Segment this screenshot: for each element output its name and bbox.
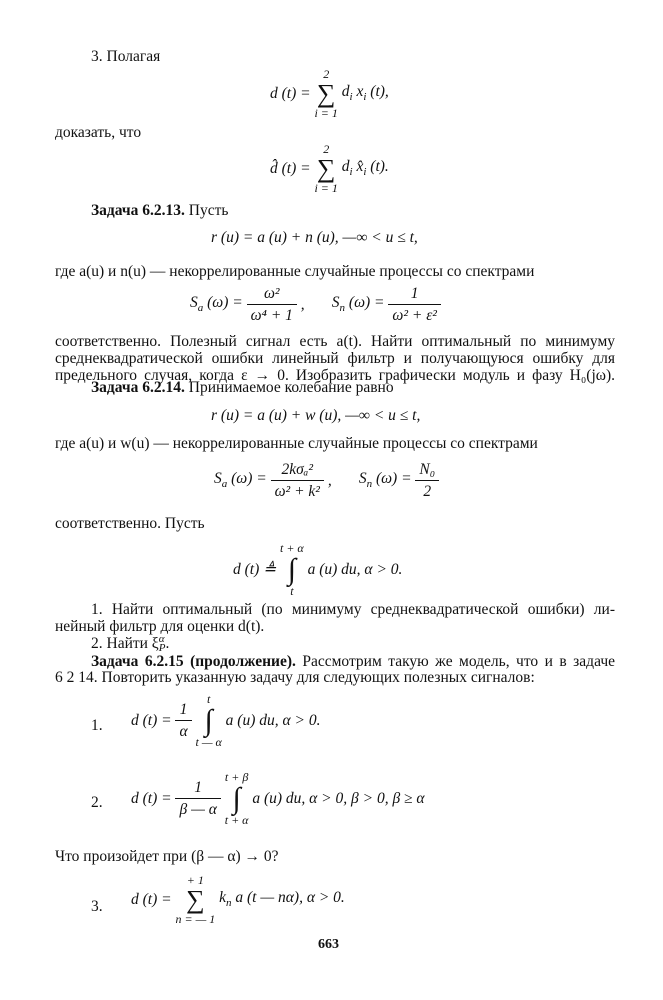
frac-num: 1: [175, 778, 220, 799]
integral-symbol: ∫: [232, 781, 241, 815]
eq-2-number: 2.: [91, 794, 103, 811]
sum-lower: i = 1: [314, 105, 338, 120]
integral-upper: t + β: [224, 770, 249, 784]
paragraph-1-line-2: среднеквадратической ошибки линейный фильтр и получающуюся ошибку для: [55, 350, 615, 367]
equation-dhat-sum: d̂ (t) = 2 ∑ i = 1 $d_i$ $x̂_i$ (t).: [270, 142, 389, 195]
problem-6-2-13: [91, 201, 228, 220]
eq-lhs: d (t) =: [270, 84, 311, 102]
eq-tail: (t),: [370, 83, 389, 101]
s-symbol: S: [214, 470, 222, 488]
equation-3: [131, 874, 345, 925]
integral-body: a (u) du, α > 0.: [225, 711, 321, 729]
s-subscript: n: [339, 302, 346, 315]
k-symbol: k: [219, 889, 227, 907]
integral-body: a (u) du, α > 0, β > 0, β ≥ α: [252, 789, 425, 807]
xi-subscript: P: [158, 642, 166, 655]
s-symbol: S: [331, 294, 340, 312]
equation-2: [131, 771, 425, 826]
d-symbol: d: [341, 158, 350, 176]
integral-lower: t: [290, 583, 294, 598]
k-subscript: n: [226, 897, 232, 910]
s-subscript: a: [197, 302, 204, 315]
integral-lower: t + α: [224, 812, 249, 827]
problem-label: Задача 6.2.14.: [91, 379, 185, 396]
spectrum-equations-1: $S_a$ (ω) = $\frac{\text{ω²}}{\text{ω⁴ + 1}}$ , $S_n$ (ω) = $\frac{1}{\text{ω² + ε²}}$: [190, 284, 441, 326]
eq-lhs: d (t) =: [131, 789, 172, 807]
where-line-1: где a(u) и n(u) — некоррелированные случайные процессы со спектрами: [55, 263, 535, 280]
respectively-let: соответственно. Пусть: [55, 515, 205, 532]
d-symbol: d: [341, 83, 350, 101]
s-subscript: n: [366, 478, 373, 491]
eq-lhs: d (t) =: [131, 711, 172, 729]
fraction-sa: [247, 284, 297, 326]
problem-label: Задача 6.2.13.: [91, 202, 185, 219]
xi-superscript: α: [158, 632, 165, 645]
s-arg: (ω) =: [372, 470, 412, 488]
item-1-line-1: 1. Найти оптимальный (по минимуму среднеквадратической ошибки) ли-: [91, 601, 615, 618]
equation-r-an: r (u) = a (u) + n (u), —∞ < u ≤ t,: [211, 229, 418, 246]
sum-upper: 2: [323, 142, 330, 156]
sum-operator: [314, 68, 337, 119]
prove-that: доказать, что: [55, 124, 142, 141]
s-arg: (ω) =: [227, 470, 267, 488]
sum-upper: 2: [323, 67, 330, 81]
integral-symbol: ∫: [204, 703, 213, 737]
paragraph-1-line-3: предельного случая, когда ε → 0. Изобразить графически модуль и фазу H₀(jω).: [55, 367, 615, 384]
integral-upper: t: [206, 692, 211, 706]
integral-lower: t — α: [195, 734, 222, 749]
frac-num: 1: [175, 700, 191, 721]
page-number: 663: [318, 937, 339, 952]
problem-text: Рассмотрим такую же модель, что и в задаче: [295, 653, 616, 670]
item-2-text: 2. Найти ξ: [91, 635, 159, 652]
item-2-dot: .: [165, 635, 170, 652]
frac-num: 2kσₐ²: [271, 460, 324, 481]
sum-operator: [314, 143, 337, 194]
item-1-line-2: нейный фильтр для оценки d(t).: [55, 618, 265, 635]
eq-tail: (t).: [370, 158, 389, 176]
problem-6-2-14: [91, 378, 394, 397]
fraction-sa: [271, 460, 324, 502]
where-line-2: где a(u) и w(u) — некоррелированные случайные процессы со спектрами: [55, 435, 538, 452]
integral-body: a (u) du, α > 0.: [307, 560, 403, 578]
eq-lhs: d (t) =: [131, 890, 172, 908]
problem-text: Пусть: [184, 202, 229, 219]
integral-upper: t + α: [280, 541, 304, 555]
integral-operator: [280, 542, 304, 597]
fraction-1-over-beta-alpha: [175, 778, 220, 820]
sum-operator: [175, 874, 215, 925]
integral-operator: [225, 771, 249, 826]
problem-6-2-15-line-2: 6 2 14. Повторить указанную задачу для следующих полезных сигналов:: [55, 669, 535, 686]
frac-den: α: [179, 723, 188, 741]
sum-lower: n = — 1: [175, 911, 216, 926]
integral-symbol: ∫: [287, 552, 296, 586]
spectrum-equations-2: $S_a$ (ω) = $\frac{\text{2kσₐ²}}{\text{ω² + k²}}$ , $S_n$ (ω) = $\frac{\text{N₀}}{2}$: [214, 460, 439, 502]
sigma-symbol: ∑: [316, 78, 336, 108]
sum-upper: + 1: [186, 873, 204, 887]
x-hat-symbol: x̂: [356, 158, 364, 176]
paragraph-1-line-1: соответственно. Полезный сигнал есть a(t). Найти оптимальный по минимуму: [55, 333, 615, 350]
frac-den: 2: [423, 483, 432, 501]
equation-d-sum: d (t) = 2 ∑ i = 1 $d_i$ $x_i$ (t),: [270, 67, 389, 120]
s-symbol: S: [358, 470, 367, 488]
question-line: Что произойдет при (β — α) → 0?: [55, 848, 279, 865]
eq-lhs: d̂ (t) =: [270, 159, 311, 177]
eq-lhs: d (t) ≜: [233, 560, 277, 578]
item-3-intro: 3. Полагая: [91, 48, 161, 65]
fraction-sn: [415, 460, 439, 502]
fraction-sn: [388, 284, 441, 326]
frac-den: β — α: [179, 801, 217, 819]
frac-den: ω² + k²: [274, 483, 320, 501]
s-symbol: S: [190, 294, 198, 312]
integral-operator: [195, 693, 221, 748]
frac-den: ω² + ε²: [392, 307, 437, 325]
sigma-symbol: ∑: [316, 153, 336, 183]
eq-1-number: 1.: [91, 717, 103, 734]
fraction-1-over-alpha: [175, 700, 191, 742]
frac-num: 1: [388, 284, 441, 305]
eq-3-number: 3.: [91, 898, 103, 915]
x-symbol: x: [356, 83, 364, 101]
problem-text: Принимаемое колебание равно: [184, 379, 394, 396]
frac-num: ω²: [247, 284, 297, 305]
sum-lower: i = 1: [314, 180, 338, 195]
sigma-symbol: ∑: [186, 884, 205, 914]
equation-1: [131, 693, 320, 748]
s-arg: (ω) =: [345, 294, 385, 312]
s-arg: (ω) =: [203, 294, 243, 312]
equation-r-aw: r (u) = a (u) + w (u), —∞ < u ≤ t,: [211, 407, 421, 424]
frac-den: ω⁴ + 1: [250, 307, 293, 325]
problem-label: Задача 6.2.15 (продолжение).: [91, 653, 296, 670]
eq-tail: a (t — nα), α > 0.: [231, 889, 345, 907]
equation-d-integral: [233, 542, 402, 597]
s-subscript: a: [221, 478, 228, 491]
frac-num: N₀: [415, 460, 439, 481]
